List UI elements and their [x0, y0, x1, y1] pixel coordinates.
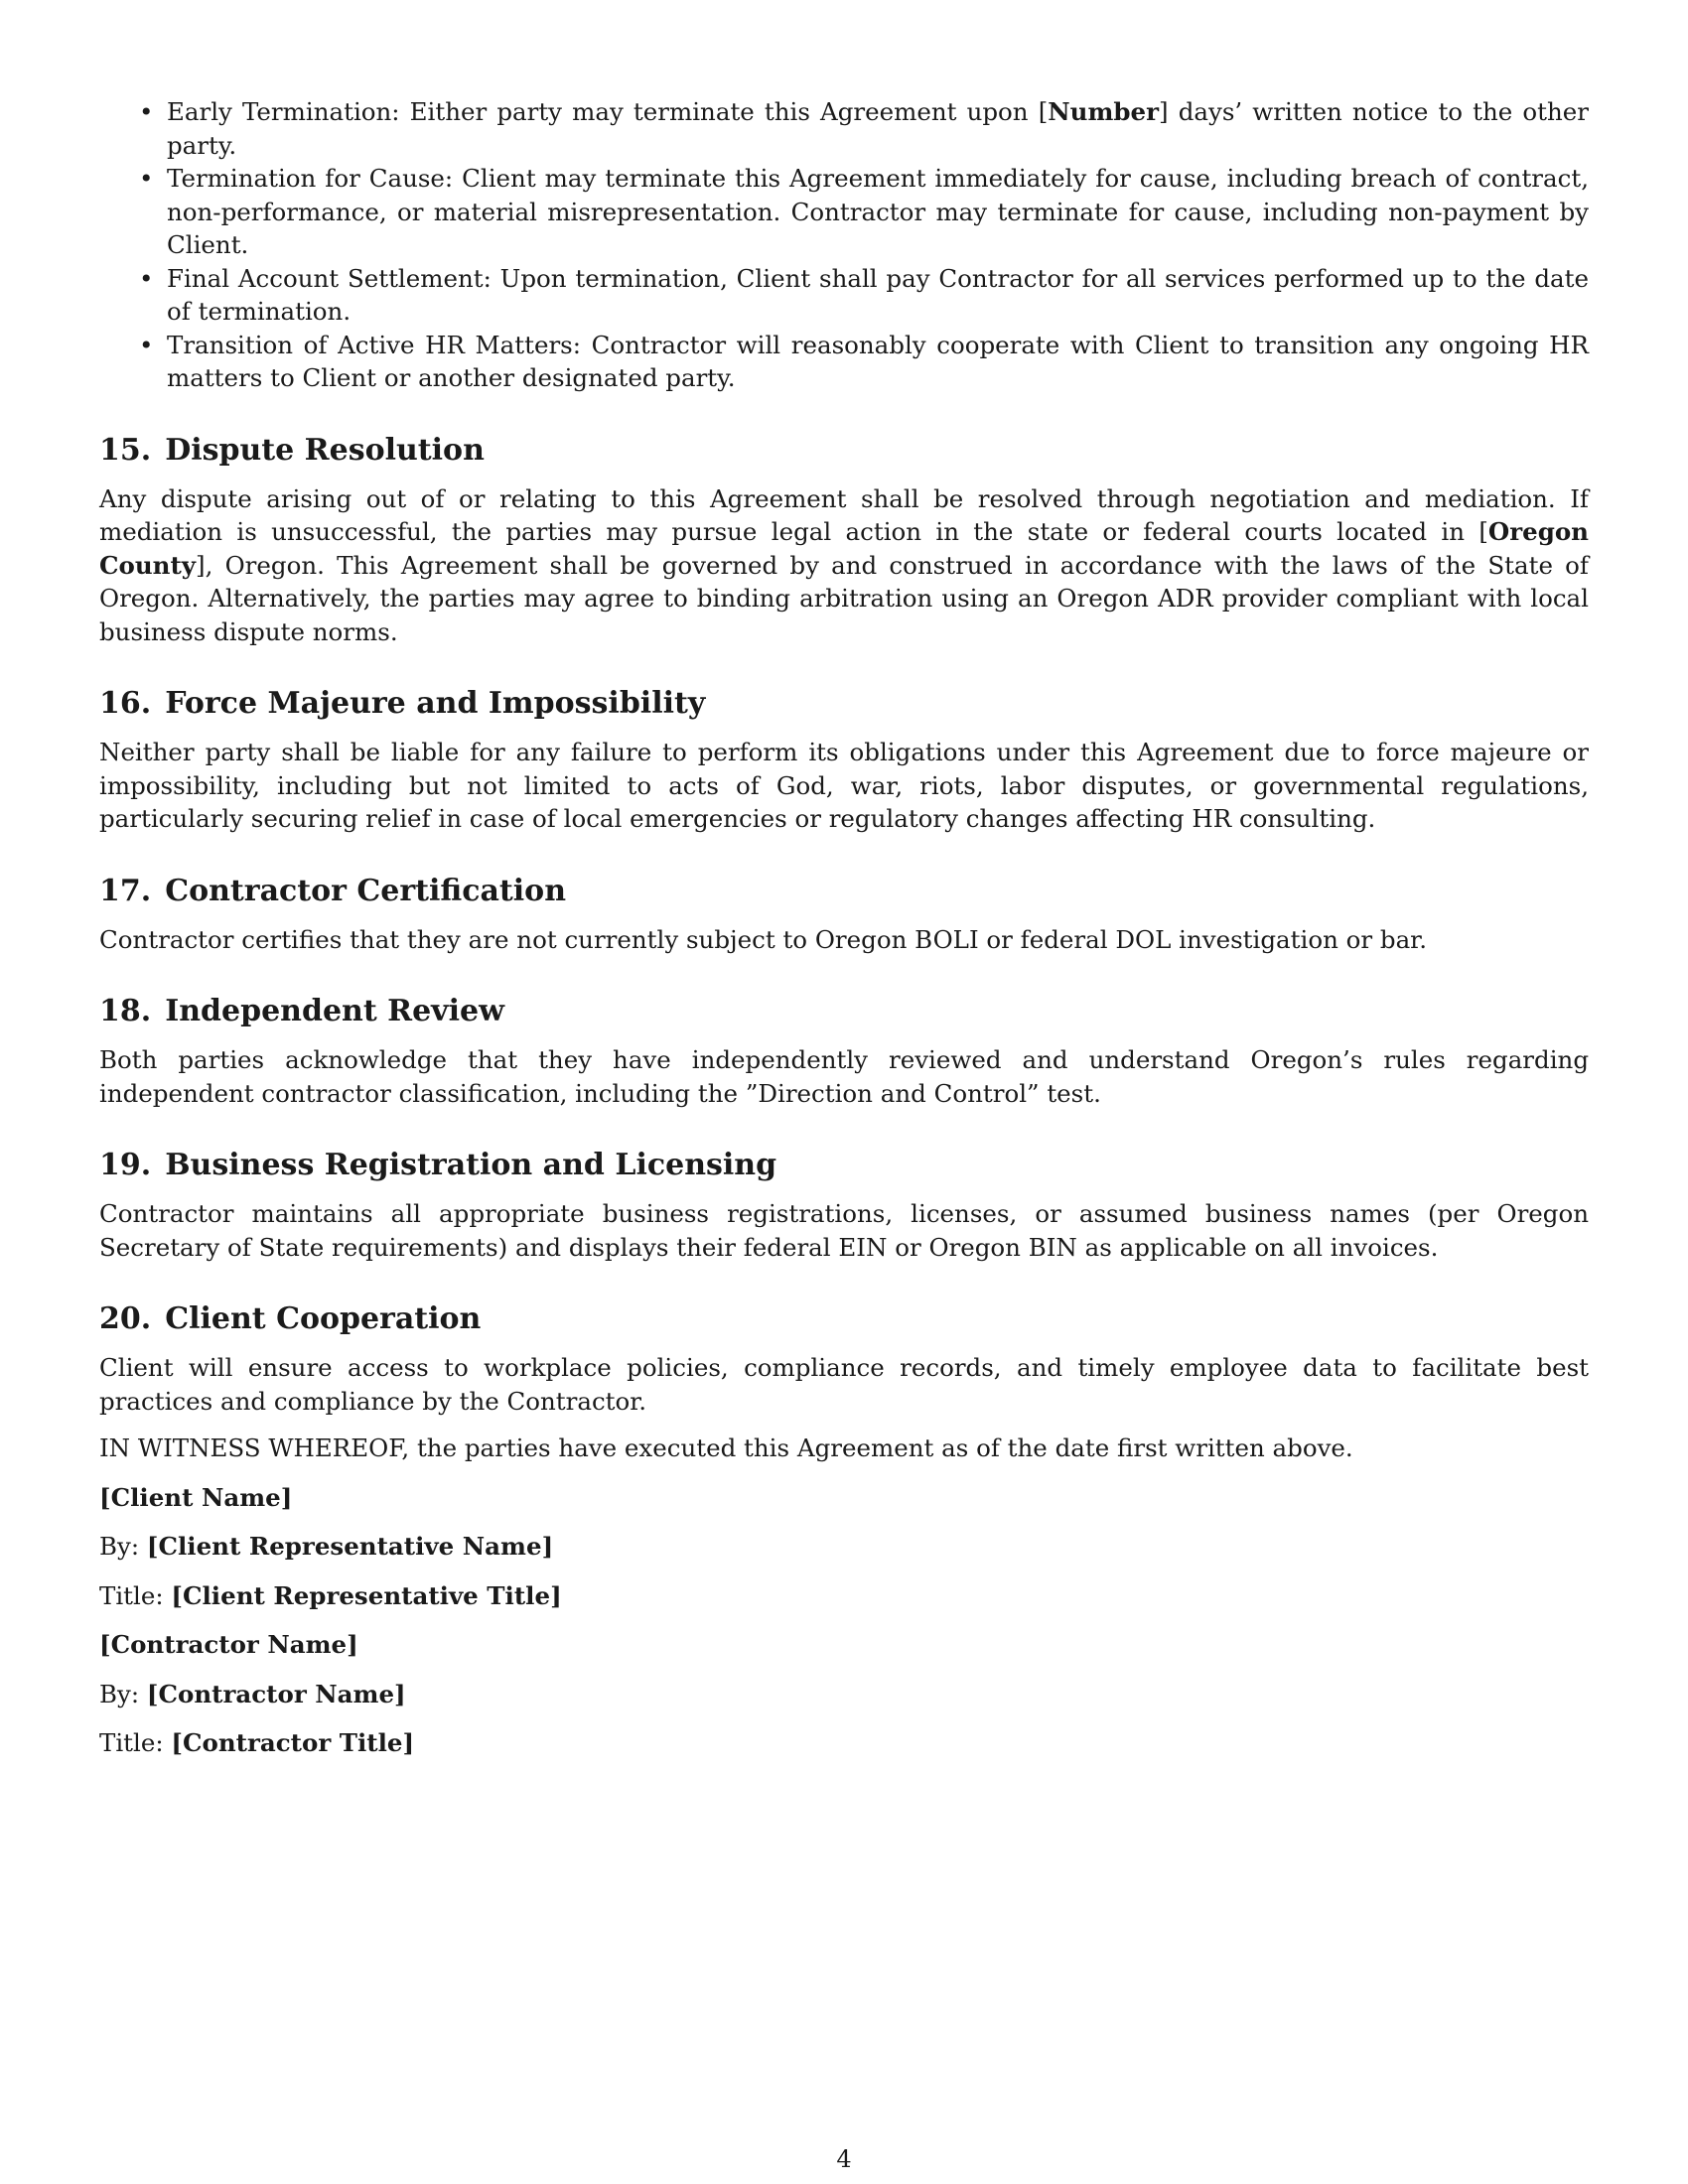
section-heading-contractor-certification: 17. Contractor Certification: [99, 873, 567, 908]
section-heading-dispute-resolution: 15. Dispute Resolution: [99, 432, 485, 468]
signature-client-name: [Client Name]: [99, 1482, 293, 1512]
page-number: 4: [836, 2145, 852, 2173]
list-item-early-termination: • Early Termination: Either party may terminate this Agreement upon [Number] days’ written notice to the other party.: [99, 95, 1589, 162]
list-item-termination-for-cause: • Termination for Cause: Client may terminate this Agreement immediately for cause, including breach of contract, non-performance, or material misrepresentation. Contractor may terminate for cause, including non-payment by Client.: [99, 162, 1589, 262]
placeholder-oregon-county: Oregon County: [99, 517, 1589, 580]
section-heading-business-registration: 19. Business Registration and Licensing: [99, 1148, 777, 1182]
section-heading-client-cooperation: 20. Client Cooperation: [99, 1301, 482, 1336]
section-body-contractor-certification: Contractor certifies that they are not currently subject to Oregon BOLI or federal DOL investigation or bar.: [99, 924, 1427, 954]
placeholder-number: Number: [1048, 97, 1160, 126]
list-item-final-account-settlement: • Final Account Settlement: Upon termination, Client shall pay Contractor for all services performed up to the date of termination.: [99, 262, 1589, 329]
signature-client-title: Title: [Client Representative Title]: [99, 1580, 562, 1610]
section-body-client-cooperation: Client will ensure access to workplace policies, compliance records, and timely employee data to facilitate best practices and compliance by the Contractor.: [99, 1353, 1589, 1416]
document-page: [99, 95, 1589, 1776]
signature-contractor-title: Title: [Contractor Title]: [99, 1728, 415, 1757]
termination-list: [99, 95, 1589, 395]
section-body-business-registration: Contractor maintains all appropriate business registrations, licenses, or assumed business names (per Oregon Secretary of State requirements) and displays their federal EIN or Oregon BIN as applicable on all invoices.: [99, 1199, 1589, 1262]
section-body-dispute-resolution: Any dispute arising out of or relating to this Agreement shall be resolved through negotiation and mediation. If mediation is unsuccessful, the parties may pursue legal action in the state or federal courts located in [Oregon County], Oregon. This Agreement shall be governed by and construed in accordance with the laws of the State of Oregon. Alternatively, the parties may agree to binding arbitration using an Oregon ADR provider compliant with local business dispute norms.: [99, 483, 1589, 646]
section-heading-independent-review: 18. Independent Review: [99, 994, 504, 1028]
section-body-force-majeure: Neither party shall be liable for any failure to perform its obligations under this Agreement due to force majeure or impossibility, including but not limited to acts of God, war, riots, labor disputes, or governmental regulations, particularly securing relief in case of local emergencies or regulatory changes affecting HR consulting.: [99, 738, 1589, 833]
list-item-transition-hr-matters: • Transition of Active HR Matters: Contractor will reasonably cooperate with Client to transition any ongoing HR matters to Client or another designated party.: [99, 329, 1589, 395]
section-heading-force-majeure: 16. Force Majeure and Impossibility: [99, 686, 706, 721]
section-body-independent-review: Both parties acknowledge that they have independently reviewed and understand Oregon’s rules regarding independent contractor classification, including the ”Direction and Control” test.: [99, 1045, 1589, 1108]
signature-contractor-by: By: [Contractor Name]: [99, 1679, 406, 1708]
witness-statement: IN WITNESS WHEREOF, the parties have executed this Agreement as of the date first written above.: [99, 1433, 1353, 1462]
signature-contractor-name: [Contractor Name]: [99, 1630, 358, 1659]
signature-client-representative: By: [Client Representative Name]: [99, 1532, 554, 1561]
